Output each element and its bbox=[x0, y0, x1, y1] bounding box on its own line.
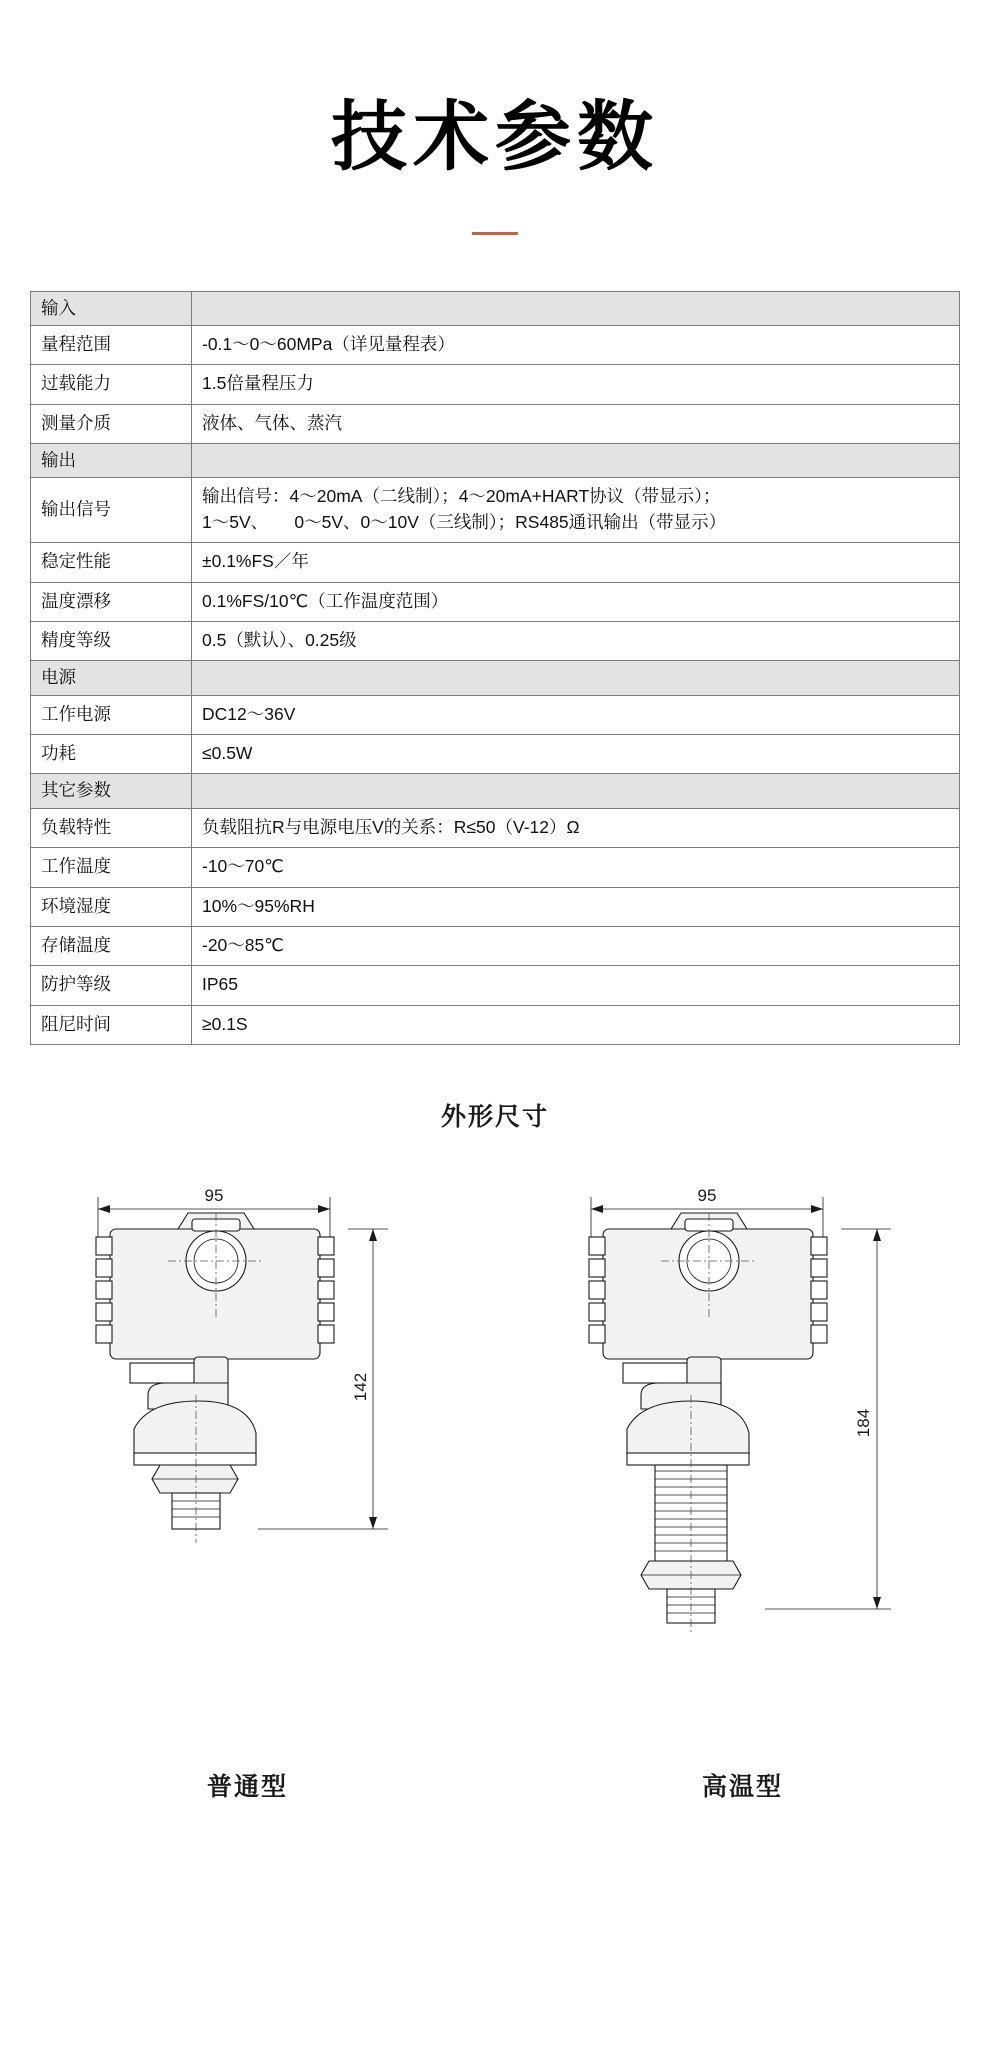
page-title: 技术参数 bbox=[331, 95, 659, 180]
table-row bbox=[31, 543, 960, 582]
drawing-caption: 高温型 bbox=[701, 1773, 783, 1802]
spec-key: 温度漂移 bbox=[31, 582, 192, 621]
table-row bbox=[31, 365, 960, 404]
width-label: 95 bbox=[204, 1186, 223, 1206]
spec-section-value bbox=[192, 291, 960, 325]
spec-key: 输出信号 bbox=[31, 478, 192, 543]
spec-key: 功耗 bbox=[31, 735, 192, 774]
standard-type-diagram bbox=[48, 1157, 448, 1757]
drawing-caption: 普通型 bbox=[206, 1773, 288, 1802]
spec-value: 负载阻抗R与电源电压V的关系：R≤50（V-12）Ω bbox=[192, 808, 960, 847]
spec-key: 测量介质 bbox=[31, 404, 192, 443]
spec-section-value bbox=[192, 444, 960, 478]
table-row bbox=[31, 735, 960, 774]
spec-value: -10～70℃ bbox=[192, 848, 960, 887]
table-row bbox=[31, 1005, 960, 1044]
high-temperature-type-diagram bbox=[543, 1157, 943, 1757]
table-row bbox=[31, 661, 960, 695]
spec-value bbox=[192, 478, 960, 543]
height-label: 184 bbox=[853, 1408, 873, 1438]
spec-value: DC12～36V bbox=[192, 695, 960, 734]
table-row bbox=[31, 582, 960, 621]
title-block bbox=[0, 0, 990, 235]
spec-section-label: 电源 bbox=[31, 661, 192, 695]
process-connection bbox=[134, 1395, 256, 1543]
process-connection bbox=[627, 1395, 749, 1635]
spec-value: 10%～95%RH bbox=[192, 887, 960, 926]
conduit-neck bbox=[130, 1357, 228, 1409]
spec-section-value bbox=[192, 774, 960, 808]
spec-key: 精度等级 bbox=[31, 621, 192, 660]
spec-key: 工作温度 bbox=[31, 848, 192, 887]
dimension-drawings bbox=[0, 1157, 990, 1843]
spec-value: -20～85℃ bbox=[192, 926, 960, 965]
table-row bbox=[31, 774, 960, 808]
spec-value: 1.5倍量程压力 bbox=[192, 365, 960, 404]
table-row bbox=[31, 695, 960, 734]
table-row bbox=[31, 621, 960, 660]
spec-key: 阻尼时间 bbox=[31, 1005, 192, 1044]
spec-value: -0.1～0～60MPa（详见量程表） bbox=[192, 325, 960, 364]
width-label: 95 bbox=[697, 1186, 716, 1206]
table-row bbox=[31, 887, 960, 926]
spec-key: 过载能力 bbox=[31, 365, 192, 404]
title-divider bbox=[472, 232, 518, 235]
drawing-high-temperature-type bbox=[508, 1157, 978, 1843]
spec-key: 稳定性能 bbox=[31, 543, 192, 582]
table-row bbox=[31, 478, 960, 543]
spec-value: 液体、气体、蒸汽 bbox=[192, 404, 960, 443]
table-row bbox=[31, 325, 960, 364]
table-row bbox=[31, 848, 960, 887]
drawing-standard-type bbox=[13, 1157, 483, 1843]
spec-table-body bbox=[31, 291, 960, 1045]
spec-section-label: 其它参数 bbox=[31, 774, 192, 808]
table-row bbox=[31, 444, 960, 478]
table-row bbox=[31, 926, 960, 965]
spec-value: ≥0.1S bbox=[192, 1005, 960, 1044]
spec-key: 工作电源 bbox=[31, 695, 192, 734]
table-row bbox=[31, 808, 960, 847]
spec-value: 0.5（默认）、0.25级 bbox=[192, 621, 960, 660]
table-row bbox=[31, 291, 960, 325]
spec-key: 环境湿度 bbox=[31, 887, 192, 926]
height-label: 142 bbox=[350, 1372, 370, 1402]
conduit-neck bbox=[623, 1357, 721, 1409]
table-row bbox=[31, 966, 960, 1005]
spec-value: ≤0.5W bbox=[192, 735, 960, 774]
spec-key: 防护等级 bbox=[31, 966, 192, 1005]
spec-section-label: 输出 bbox=[31, 444, 192, 478]
dimensions-heading: 外形尺寸 bbox=[440, 1103, 549, 1132]
specifications-table bbox=[30, 291, 960, 1046]
spec-value: IP65 bbox=[192, 966, 960, 1005]
spec-value-line-1: 输出信号：4～20mA（二线制）；4～20mA+HART协议（带显示）； bbox=[202, 486, 721, 507]
spec-value: ±0.1%FS／年 bbox=[192, 543, 960, 582]
spec-value: 0.1%FS/10℃（工作温度范围） bbox=[192, 582, 960, 621]
spec-value-line-2: 1～5V、 0～5V、0～10V（三线制）；RS485通讯输出（带显示） bbox=[202, 511, 727, 532]
spec-key: 负载特性 bbox=[31, 808, 192, 847]
spec-key: 量程范围 bbox=[31, 325, 192, 364]
spec-table-container bbox=[30, 291, 960, 1046]
spec-key: 存储温度 bbox=[31, 926, 192, 965]
spec-section-value bbox=[192, 661, 960, 695]
table-row bbox=[31, 404, 960, 443]
spec-section-label: 输入 bbox=[31, 291, 192, 325]
